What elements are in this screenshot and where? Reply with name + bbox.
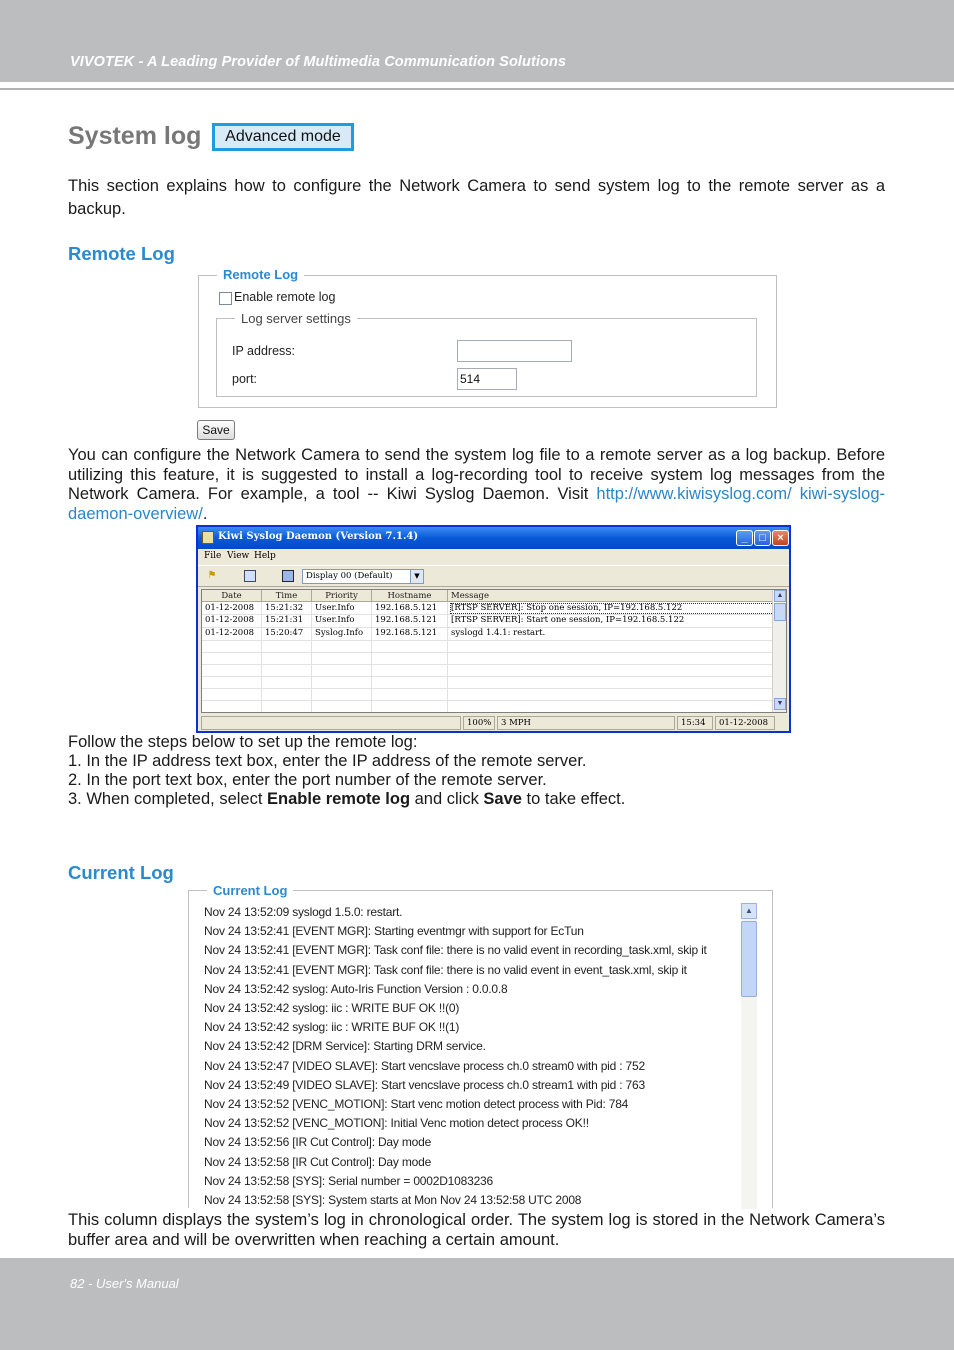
kiwi-titlebar	[198, 527, 789, 549]
log-line: Nov 24 13:52:52 [VENC_MOTION]: Initial Venc motion detect process OK!!	[204, 1116, 589, 1131]
display-icon[interactable]	[244, 570, 256, 582]
log-line: Nov 24 13:52:09 syslogd 1.5.0: restart.	[204, 905, 403, 919]
log-line: Nov 24 13:52:42 syslog: Auto-Iris Function Version : 0.0.0.8	[204, 981, 508, 996]
log-line: Nov 24 13:52:41 [EVENT MGR]: Task conf file: there is no valid event in event_task.xml, skip it	[204, 962, 687, 977]
table-cell: 01-12-2008	[205, 603, 255, 613]
row-divider	[202, 640, 774, 641]
ip-address-input[interactable]	[457, 340, 572, 362]
chevron-down-icon[interactable]: ▼	[410, 570, 423, 583]
row-divider	[202, 676, 774, 677]
column-header-priority[interactable]: Priority	[312, 590, 372, 602]
table-cell: User.Info	[315, 603, 355, 613]
column-divider	[447, 602, 448, 713]
kiwi-toolbar	[198, 565, 789, 587]
port-input[interactable]: 514	[457, 368, 517, 390]
maximize-icon[interactable]: □	[754, 530, 771, 546]
row-divider	[202, 664, 774, 665]
steps-intro: Follow the steps below to set up the remote log:	[68, 733, 418, 751]
remote-log-heading: Remote Log	[68, 243, 175, 264]
menu-view[interactable]: View	[227, 551, 250, 561]
current-log-description: This column displays the system’s log in chronological order. The system log is stored in the Network Camera’s buffer area and will be overwritten when reaching a certain amount.	[68, 1211, 885, 1249]
scroll-thumb[interactable]	[741, 921, 757, 997]
enable-remote-log-label: Enable remote log	[234, 290, 336, 304]
intro-paragraph: This section explains how to configure the Network Camera to send system log to the remote server as a backup.	[68, 177, 885, 218]
kiwi-syslog-window	[196, 525, 791, 733]
status-panel	[201, 716, 461, 730]
table-cell: 01-12-2008	[205, 615, 255, 625]
table-cell: 192.168.5.121	[375, 615, 438, 625]
kiwi-link[interactable]: http://www.kiwisyslog.com/ kiwi-syslog-daemon-overview/	[68, 485, 886, 523]
table-cell: 01-12-2008	[205, 628, 255, 638]
log-line: Nov 24 13:52:47 [VIDEO SLAVE]: Start vencslave process ch.0 stream0 with pid : 752	[204, 1058, 645, 1073]
column-header-message[interactable]: Message	[448, 590, 774, 602]
step-3-save: Save	[483, 790, 522, 808]
table-cell: [RTSP SERVER]: Stop one session, IP=192.168.5.122	[451, 603, 683, 613]
close-icon[interactable]: ×	[772, 530, 789, 546]
header-tagline: VIVOTEK - A Leading Provider of Multimedia Communication Solutions	[70, 54, 567, 70]
current-log-legend: Current Log	[207, 883, 293, 898]
step-3-text: 3. When completed, select	[68, 790, 268, 808]
scroll-thumb[interactable]	[774, 603, 786, 621]
kiwi-scrollbar[interactable]	[772, 590, 786, 712]
footer-bar	[0, 1258, 954, 1350]
ip-address-label: IP address:	[232, 344, 296, 358]
menu-file[interactable]: File	[204, 551, 222, 561]
column-divider	[311, 602, 312, 713]
table-cell: [RTSP SERVER]: Start one session, IP=192.168.5.122	[451, 615, 685, 625]
scroll-up-icon[interactable]: ▲	[741, 903, 757, 919]
advanced-mode-badge: Advanced mode	[212, 123, 354, 151]
log-line: Nov 24 13:52:49 [VIDEO SLAVE]: Start vencslave process ch.0 stream1 with pid : 763	[204, 1077, 645, 1092]
minimize-icon[interactable]: _	[736, 530, 753, 546]
current-log-panel	[188, 883, 773, 1208]
table-cell: Syslog.Info	[315, 628, 364, 638]
current-log-scrollbar[interactable]	[741, 903, 757, 1209]
log-line: Nov 24 13:52:56 [IR Cut Control]: Day mode	[204, 1135, 432, 1150]
port-label: port:	[232, 372, 258, 386]
status-zoom: 100%	[463, 716, 495, 730]
kiwi-log-table	[201, 589, 787, 713]
column-divider	[371, 602, 372, 713]
row-divider	[202, 688, 774, 689]
footer-page-label: 82 - User's Manual	[70, 1276, 179, 1291]
status-rate: 3 MPH	[497, 716, 675, 730]
page-title: System log	[68, 122, 202, 150]
menu-help[interactable]: Help	[254, 551, 276, 561]
step-3-enable-remote-log: Enable remote log	[267, 790, 411, 808]
column-header-hostname[interactable]: Hostname	[372, 590, 448, 602]
log-line: Nov 24 13:52:58 [SYS]: System starts at Mon Nov 24 13:52:58 UTC 2008	[204, 1193, 582, 1207]
kiwi-app-icon	[202, 531, 214, 544]
kiwi-paragraph-end: .	[202, 504, 208, 523]
scroll-up-icon[interactable]: ▲	[774, 590, 786, 602]
log-line: Nov 24 13:52:42 syslog: iic : WRITE BUF OK !!(1)	[204, 1020, 460, 1035]
current-log-heading: Current Log	[68, 862, 174, 883]
kiwi-paragraph-text: You can configure the Network Camera to send the system log file to a remote server as a log backup. Before utilizing this feature, it is suggested to install a log-recording tool to receive system log messages from the Network Camera. For example, a tool -- Kiwi Syslog Daemon. Visit	[68, 446, 885, 503]
scroll-down-icon[interactable]: ▼	[774, 698, 786, 710]
table-cell: 192.168.5.121	[375, 628, 438, 638]
table-cell: 15:21:32	[265, 603, 304, 613]
log-server-settings-legend: Log server settings	[235, 311, 357, 326]
row-divider	[202, 652, 774, 653]
table-cell: 15:20:47	[265, 628, 304, 638]
enable-remote-log-checkbox[interactable]	[219, 292, 232, 305]
step-3	[68, 790, 885, 810]
kiwi-paragraph	[68, 446, 885, 524]
remote-log-legend: Remote Log	[217, 267, 304, 282]
save-button[interactable]: Save	[197, 420, 235, 440]
row-divider	[202, 700, 774, 701]
kiwi-statusbar	[198, 715, 789, 731]
log-line: Nov 24 13:52:41 [EVENT MGR]: Starting eventmgr with support for EcTun	[204, 924, 584, 939]
log-line: Nov 24 13:52:42 [DRM Service]: Starting DRM service.	[204, 1039, 486, 1054]
step-2: 2. In the port text box, enter the port number of the remote server.	[68, 771, 547, 789]
log-line: Nov 24 13:52:41 [EVENT MGR]: Task conf file: there is no valid event in recording_task.xml, skip it	[204, 943, 707, 958]
display-select-value: Display 00 (Default)	[306, 571, 393, 581]
header-divider	[0, 88, 954, 90]
status-time: 15:34	[677, 716, 713, 730]
column-divider	[261, 602, 262, 713]
step-3-text: and click	[410, 790, 484, 808]
kiwi-window-title: Kiwi Syslog Daemon (Version 7.1.4)	[218, 531, 419, 542]
log-line: Nov 24 13:52:52 [VENC_MOTION]: Start venc motion detect process with Pid: 784	[204, 1097, 629, 1111]
log-line: Nov 24 13:52:42 syslog: iic : WRITE BUF OK !!(0)	[204, 1001, 460, 1015]
table-cell: syslogd 1.4.1: restart.	[451, 628, 546, 638]
table-cell: 192.168.5.121	[375, 603, 438, 613]
table-cell: 15:21:31	[265, 615, 304, 625]
log-line: Nov 24 13:52:58 [IR Cut Control]: Day mode	[204, 1154, 432, 1169]
lock-icon[interactable]: ⚑	[207, 570, 217, 581]
column-header-date[interactable]: Date	[202, 590, 262, 602]
status-date: 01-12-2008	[715, 716, 775, 730]
column-header-time[interactable]: Time	[262, 590, 312, 602]
table-cell: User.Info	[315, 615, 355, 625]
log-line: Nov 24 13:52:58 [SYS]: Serial number = 0002D1083236	[204, 1173, 494, 1188]
display-select[interactable]	[302, 569, 424, 584]
step-3-text: to take effect.	[521, 790, 626, 808]
step-1: 1. In the IP address text box, enter the IP address of the remote server.	[68, 752, 587, 770]
monitor-icon[interactable]	[282, 570, 294, 582]
